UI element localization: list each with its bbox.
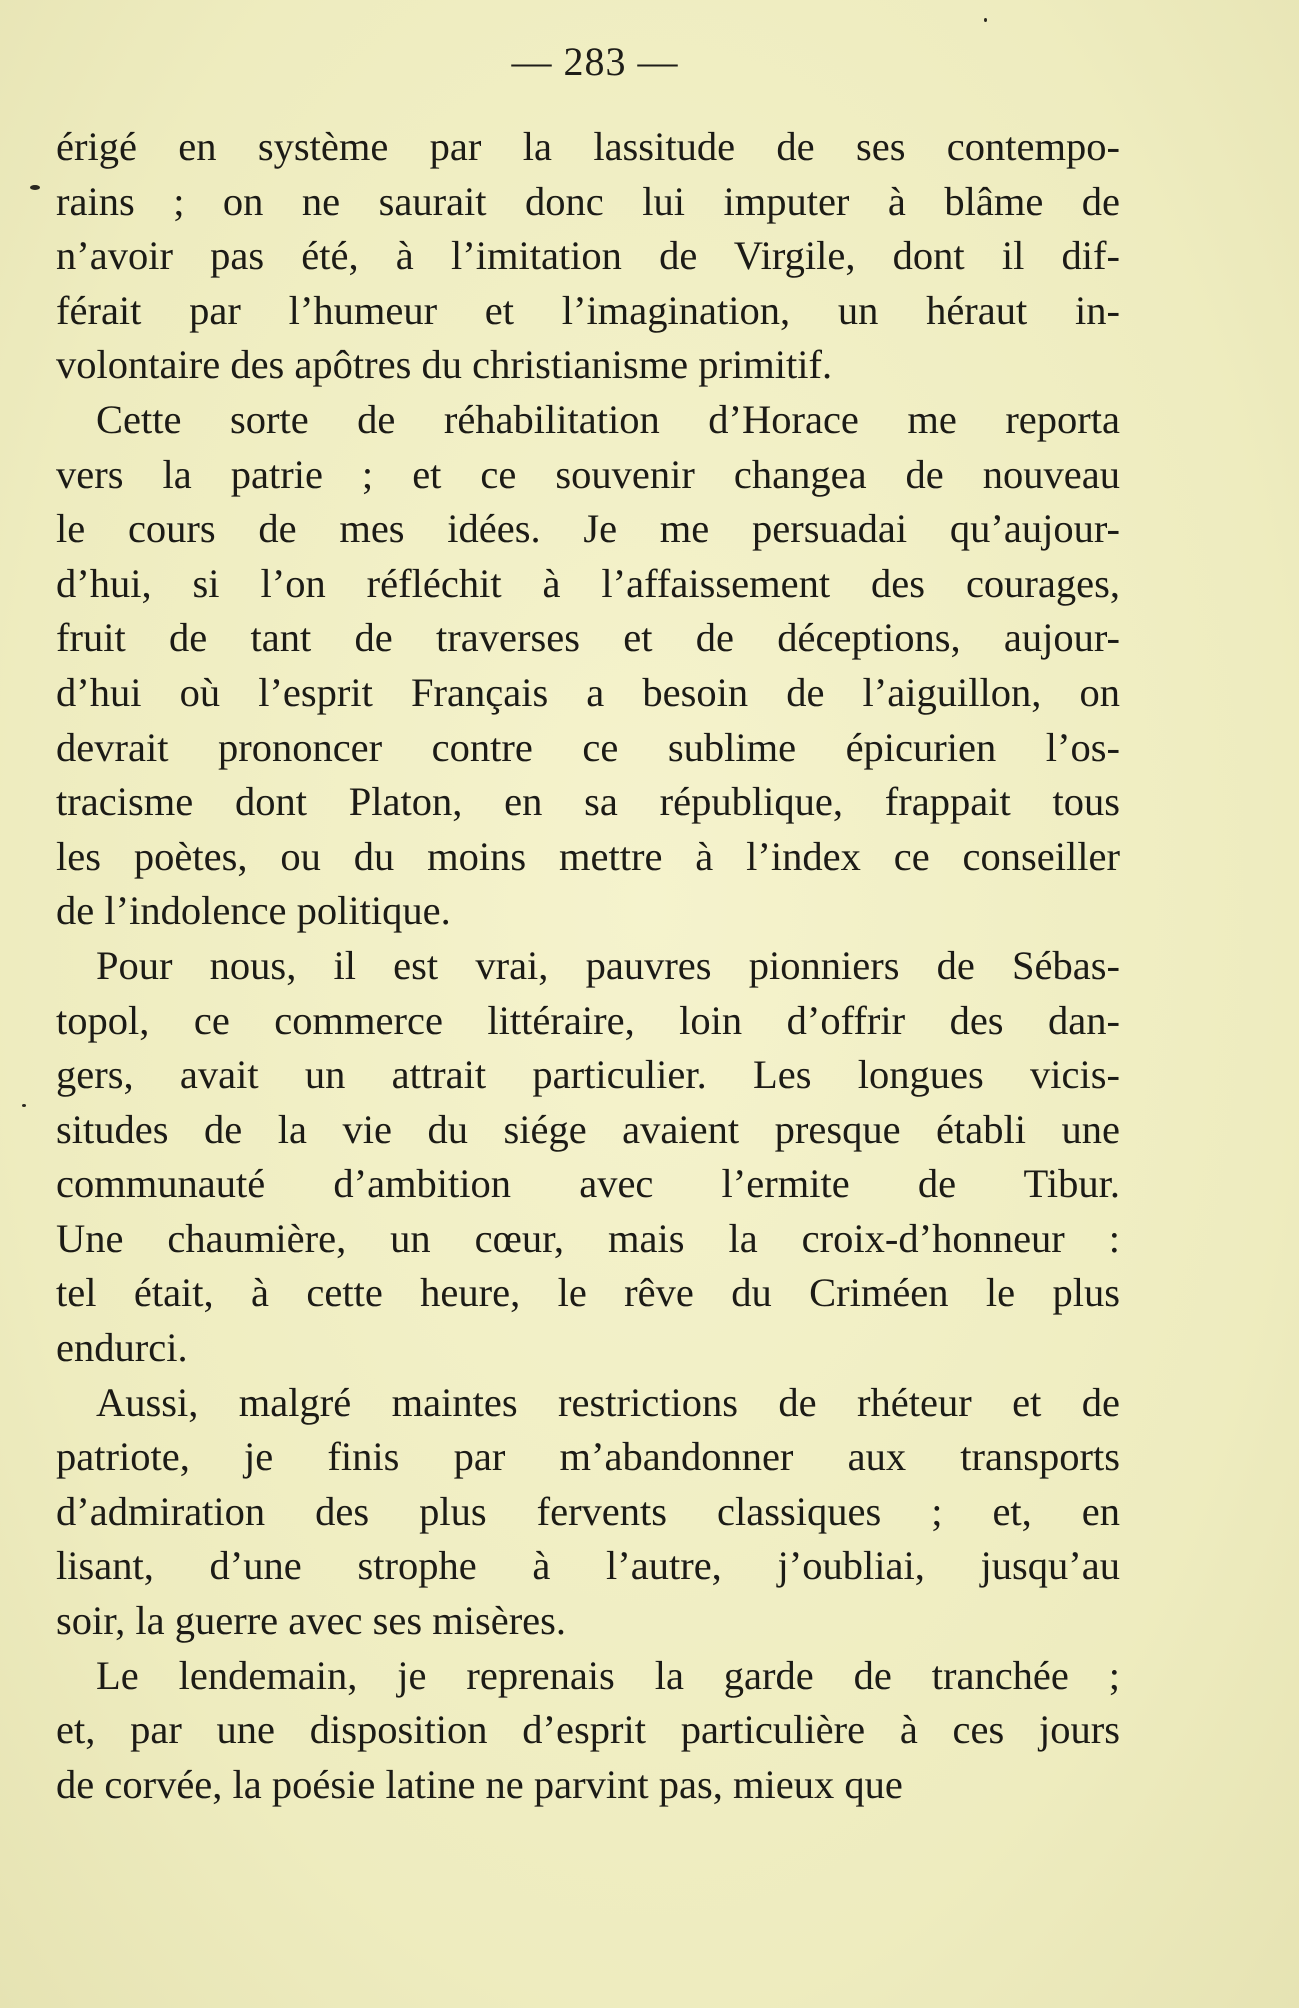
text-line: Aussi, malgré maintes restrictions de rhéteur et de: [96, 1379, 1120, 1425]
paragraph: [56, 1376, 1120, 1649]
text-line: devrait prononcer contre ce sublime épicurien l’os-: [56, 724, 1120, 770]
page-body-text: [56, 120, 1120, 1812]
text-line: patriote, je finis par m’abandonner aux transports: [56, 1434, 1120, 1480]
text-line: d’admiration des plus fervents classiques ; et, en: [56, 1488, 1120, 1534]
text-line: Une chaumière, un cœur, mais la croix-d’honneur :: [56, 1215, 1120, 1261]
text-line: tel était, à cette heure, le rêve du Criméen le plus: [56, 1270, 1120, 1316]
text-line: topol, ce commerce littéraire, loin d’offrir des dan-: [56, 997, 1120, 1043]
text-line: tracisme dont Platon, en sa république, frappait tous: [56, 779, 1120, 825]
paragraph: [56, 939, 1120, 1376]
text-line: rains ; on ne saurait donc lui imputer à blâme de: [56, 178, 1120, 224]
margin-speck: [22, 1104, 26, 1107]
text-line: Cette sorte de réhabilitation d’Horace me reporta: [96, 396, 1120, 442]
text-line: fruit de tant de traverses et de déceptions, aujour-: [56, 615, 1120, 661]
paragraph: [56, 1649, 1120, 1813]
text-line: et, par une disposition d’esprit particulière à ces jours: [56, 1707, 1120, 1753]
text-line: endurci.: [56, 1325, 188, 1371]
page-number: — 283 —: [511, 39, 679, 84]
text-line: d’hui où l’esprit Français a besoin de l’aiguillon, on: [56, 669, 1120, 715]
margin-speck: [984, 18, 987, 22]
text-line: soir, la guerre avec ses misères.: [56, 1598, 567, 1644]
paragraph: [56, 120, 1120, 393]
text-line: communauté d’ambition avec l’ermite de Tibur.: [56, 1161, 1120, 1207]
text-line: Le lendemain, je reprenais la garde de tranchée ;: [96, 1652, 1120, 1698]
text-line: lisant, d’une strophe à l’autre, j’oubliai, jusqu’au: [56, 1543, 1120, 1589]
text-line: vers la patrie ; et ce souvenir changea de nouveau: [56, 451, 1120, 497]
text-line: n’avoir pas été, à l’imitation de Virgile, dont il dif-: [56, 233, 1120, 279]
text-line: situdes de la vie du siége avaient presque établi une: [56, 1106, 1120, 1152]
text-line: érigé en système par la lassitude de ses contempo-: [56, 124, 1120, 169]
text-line: férait par l’humeur et l’imagination, un héraut in-: [56, 287, 1120, 333]
text-line: de corvée, la poésie latine ne parvint pas, mieux que: [56, 1761, 903, 1807]
text-line: d’hui, si l’on réfléchit à l’affaissement des courages,: [56, 560, 1120, 606]
text-line: gers, avait un attrait particulier. Les longues vicis-: [56, 1052, 1120, 1098]
paragraph: [56, 393, 1120, 939]
text-line: de l’indolence politique.: [56, 888, 451, 934]
text-line: volontaire des apôtres du christianisme primitif.: [56, 342, 833, 388]
margin-speck: [30, 185, 40, 190]
text-line: les poètes, ou du moins mettre à l’index ce conseiller: [56, 833, 1120, 879]
text-line: Pour nous, il est vrai, pauvres pionniers de Sébas-: [96, 942, 1120, 988]
text-line: le cours de mes idées. Je me persuadai qu’aujour-: [56, 506, 1120, 552]
